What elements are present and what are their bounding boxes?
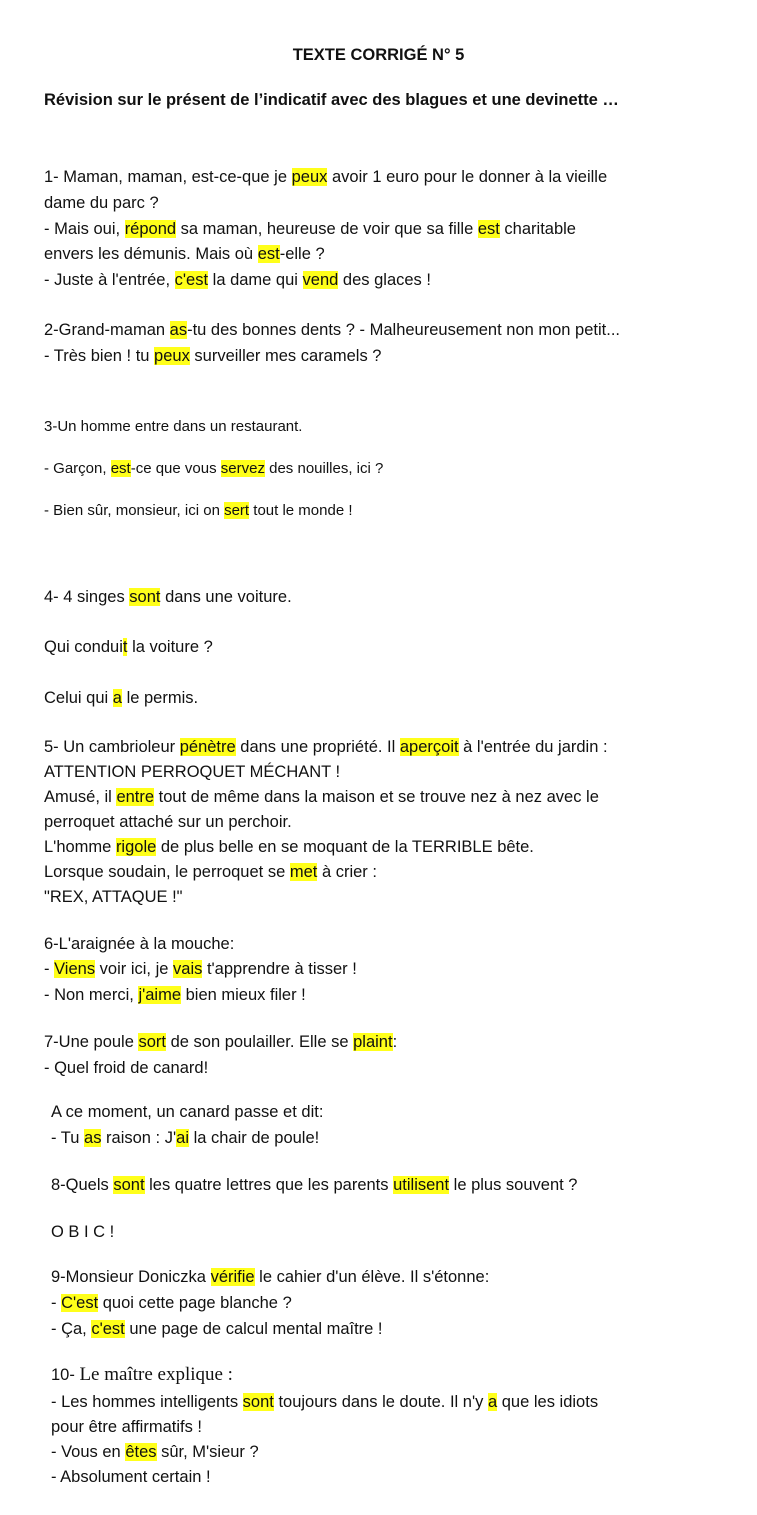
highlighted-verb: a	[112, 689, 122, 707]
text-segment: 8-Quels	[51, 1176, 114, 1194]
text-segment: le permis.	[121, 689, 199, 707]
text-segment: la dame qui	[208, 271, 303, 289]
text-segment: la chair de poule!	[188, 1129, 320, 1147]
text-segment: 4- 4 singes	[44, 588, 130, 606]
text-segment: toujours dans le doute. Il n'y	[273, 1393, 488, 1411]
text-segment: - Les hommes intelligents	[51, 1393, 243, 1411]
text-segment: une page de calcul mental maître !	[124, 1320, 383, 1338]
joke-1-line-2	[44, 191, 744, 217]
text-segment: 2-Grand-maman	[44, 321, 170, 339]
text-segment: 9-Monsieur Doniczka	[51, 1268, 211, 1286]
text-segment: - Tu	[51, 1129, 85, 1147]
text-segment: avoir 1 euro pour le donner à la vieille	[327, 168, 608, 186]
text-segment	[51, 1366, 233, 1384]
highlighted-verb: vend	[302, 271, 339, 289]
text-segment: :	[392, 1033, 398, 1051]
joke-number: 10-	[51, 1366, 80, 1384]
joke-3-line-3	[44, 498, 744, 524]
joke-5-line-5	[44, 835, 744, 861]
text-segment: la voiture ?	[127, 638, 213, 656]
highlighted-verb: peux	[154, 347, 190, 365]
text-segment: Celui qui	[44, 689, 113, 707]
highlighted-verb: utilisent	[393, 1176, 450, 1194]
highlighted-verb: as	[169, 321, 188, 339]
text-segment: - Mais oui,	[44, 220, 125, 238]
joke-7-line-3	[51, 1100, 751, 1126]
text-segment: voir ici, je	[95, 960, 174, 978]
joke-2-line-2	[44, 344, 744, 370]
highlighted-verb: servez	[220, 460, 265, 477]
text-segment: sa maman, heureuse de voir que sa fille	[176, 220, 478, 238]
text-segment: les quatre lettres que les parents	[144, 1176, 394, 1194]
text-segment: de son poulailler. Elle se	[166, 1033, 354, 1051]
text-segment: dame du parc ?	[44, 194, 159, 212]
text-segment: sûr, M'sieur ?	[156, 1443, 259, 1461]
text-segment: dans une propriété. Il	[235, 738, 400, 756]
text-segment: - Juste à l'entrée,	[44, 271, 175, 289]
highlighted-verb: met	[289, 863, 318, 881]
joke-1-line-5	[44, 268, 744, 294]
highlighted-verb: sont	[113, 1176, 145, 1194]
text-segment: pour être affirmatifs !	[51, 1418, 203, 1436]
highlighted-verb: as	[84, 1129, 102, 1147]
joke-10-line-2	[51, 1390, 751, 1416]
highlighted-verb: c'est	[174, 271, 209, 289]
text-segment: Lorsque soudain, le perroquet se	[44, 863, 290, 881]
document-title: TEXTE CORRIGÉ N° 5	[292, 46, 465, 64]
text-segment: tout de même dans la maison et se trouve nez à nez avec le	[154, 788, 599, 806]
highlighted-verb: aperçoit	[399, 738, 459, 756]
joke-5-line-6	[44, 860, 744, 886]
highlighted-verb: t	[122, 638, 128, 656]
highlighted-verb: ai	[176, 1129, 189, 1147]
text-segment: - Non merci,	[44, 986, 139, 1004]
text-segment: - Bien sûr, monsieur, ici on	[44, 502, 225, 519]
joke-9-line-3	[51, 1317, 751, 1343]
text-segment: - Garçon,	[44, 460, 111, 477]
text-segment: 6-L'araignée à la mouche:	[44, 935, 235, 953]
highlighted-verb: vérifie	[210, 1268, 255, 1286]
joke-1-line-3	[44, 217, 744, 243]
highlighted-verb: plaint	[353, 1033, 393, 1051]
joke-2-line-1	[44, 318, 744, 344]
joke-1-line-1	[44, 165, 744, 191]
joke-5-line-3	[44, 785, 744, 811]
text-segment: 3-Un homme entre dans un restaurant.	[44, 418, 303, 435]
text-segment: -	[44, 960, 55, 978]
joke-9-line-1	[51, 1265, 751, 1291]
text-segment: Qui condui	[44, 638, 123, 656]
highlighted-verb: c'est	[91, 1320, 125, 1338]
text-segment: O B I C !	[51, 1223, 115, 1241]
highlighted-verb: sort	[138, 1033, 166, 1051]
text-segment: -elle ?	[279, 245, 325, 263]
joke-5-line-1	[44, 735, 744, 761]
text-segment: raison : J'	[101, 1129, 177, 1147]
text-segment: à l'entrée du jardin :	[458, 738, 608, 756]
text-segment: 7-Une poule	[44, 1033, 139, 1051]
joke-intro-serif: Le maître explique :	[79, 1364, 233, 1385]
text-segment: bien mieux filer !	[181, 986, 306, 1004]
text-segment: ATTENTION PERROQUET MÉCHANT !	[44, 763, 341, 781]
text-segment: dans une voiture.	[160, 588, 292, 606]
joke-4-line-3	[44, 686, 744, 712]
text-segment: L'homme	[44, 838, 116, 856]
text-segment: à crier :	[317, 863, 377, 881]
joke-10-line-3	[51, 1415, 751, 1441]
text-segment: "REX, ATTAQUE !"	[44, 888, 183, 906]
joke-3-line-1	[44, 414, 744, 440]
joke-5-line-7	[44, 885, 744, 911]
highlighted-verb: sont	[129, 588, 161, 606]
highlighted-verb: répond	[124, 220, 177, 238]
highlighted-verb: est	[477, 220, 500, 238]
joke-7-line-2	[44, 1056, 744, 1082]
text-segment: -tu des bonnes dents ? - Malheureusement non mon petit...	[187, 321, 621, 339]
highlighted-verb: j'aime	[138, 986, 182, 1004]
text-segment: envers les démunis. Mais où	[44, 245, 258, 263]
text-segment: de plus belle en se moquant de la TERRIBLE bête.	[156, 838, 534, 856]
joke-5-line-2	[44, 760, 744, 786]
highlighted-verb: pénètre	[179, 738, 236, 756]
joke-6-line-1	[44, 932, 744, 958]
joke-7-line-1	[44, 1030, 744, 1056]
highlighted-verb: est	[257, 245, 280, 263]
text-segment: surveiller mes caramels ?	[189, 347, 382, 365]
text-segment: -	[51, 1294, 62, 1312]
text-segment: charitable	[499, 220, 576, 238]
text-segment: - Quel froid de canard!	[44, 1059, 209, 1077]
highlighted-verb: Viens	[54, 960, 96, 978]
joke-6-line-2	[44, 957, 744, 983]
text-segment: 1- Maman, maman, est-ce-que je	[44, 168, 292, 186]
joke-8-line-2	[51, 1220, 751, 1246]
highlighted-verb: sont	[242, 1393, 274, 1411]
joke-8-line-1	[51, 1173, 751, 1199]
highlighted-verb: peux	[291, 168, 328, 186]
highlighted-verb: rigole	[115, 838, 157, 856]
joke-7-line-4	[51, 1126, 751, 1152]
joke-10-line-1	[51, 1362, 751, 1389]
highlighted-verb: C'est	[61, 1294, 99, 1312]
highlighted-verb: sert	[224, 502, 250, 519]
text-segment: perroquet attaché sur un perchoir.	[44, 813, 292, 831]
highlighted-verb: entre	[116, 788, 155, 806]
joke-10-line-5	[51, 1465, 751, 1491]
text-segment: le plus souvent ?	[449, 1176, 578, 1194]
text-segment: - Absolument certain !	[51, 1468, 211, 1486]
text-segment: que les idiots	[497, 1393, 599, 1411]
document-subtitle: Révision sur le présent de l’indicatif avec des blagues et une devinette …	[44, 91, 619, 109]
text-segment: A ce moment, un canard passe et dit:	[51, 1103, 324, 1121]
text-segment: des nouilles, ici ?	[264, 460, 384, 477]
text-segment: t'apprendre à tisser !	[202, 960, 357, 978]
joke-3-line-2	[44, 456, 744, 482]
joke-4-line-1	[44, 585, 744, 611]
text-segment: - Ça,	[51, 1320, 92, 1338]
joke-9-line-2	[51, 1291, 751, 1317]
highlighted-verb: êtes	[125, 1443, 157, 1461]
text-segment: des glaces !	[338, 271, 431, 289]
joke-10-line-4	[51, 1440, 751, 1466]
text-segment: - Vous en	[51, 1443, 126, 1461]
text-segment: tout le monde !	[249, 502, 353, 519]
text-segment: - Très bien ! tu	[44, 347, 155, 365]
joke-1-line-4	[44, 242, 744, 268]
joke-6-line-3	[44, 983, 744, 1009]
highlighted-verb: vais	[173, 960, 203, 978]
text-segment: Amusé, il	[44, 788, 117, 806]
text-segment: quoi cette page blanche ?	[98, 1294, 292, 1312]
text-segment: le cahier d'un élève. Il s'étonne:	[254, 1268, 490, 1286]
text-segment: -ce que vous	[130, 460, 221, 477]
joke-5-line-4	[44, 810, 744, 836]
highlighted-verb: a	[487, 1393, 498, 1411]
text-segment: 5- Un cambrioleur	[44, 738, 180, 756]
highlighted-verb: est	[110, 460, 131, 477]
joke-4-line-2	[44, 635, 744, 661]
